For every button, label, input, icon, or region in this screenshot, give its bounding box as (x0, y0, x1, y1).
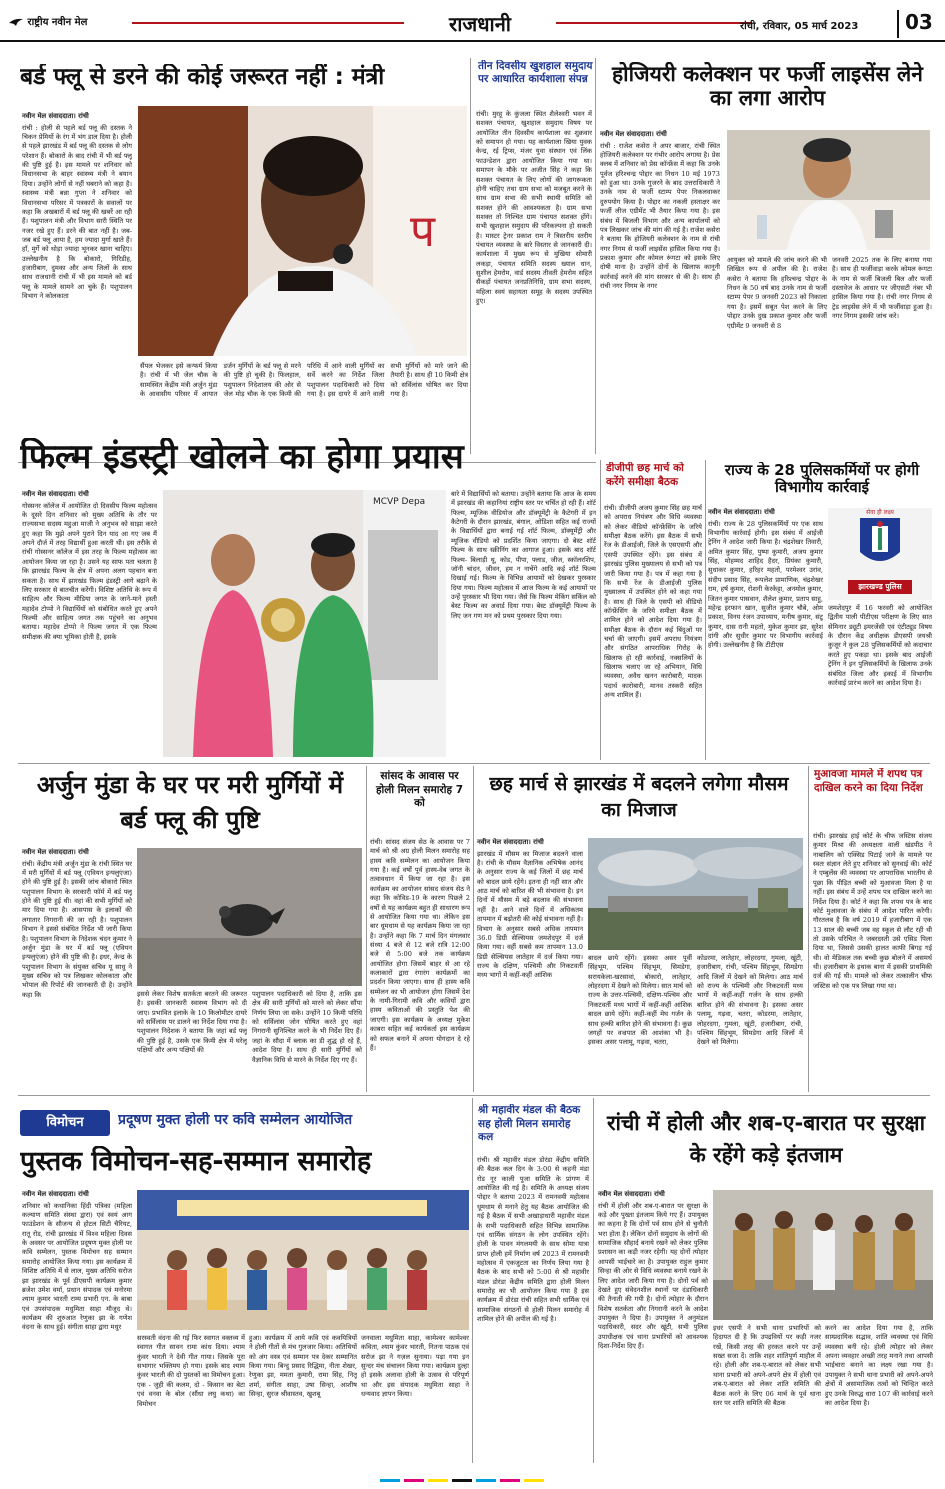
story-book-col2 (137, 1334, 245, 1460)
kicker-poetry-meet: प्रदूषण मुक्त होली पर कवि सम्मेलन आयोजित (118, 1112, 353, 1128)
story-police-col1 (708, 508, 823, 760)
story-weather-col1 (477, 838, 583, 1088)
column-rule (473, 766, 474, 1092)
article-text: करने का आदेश दिया गया है, ताकि साम्प्रदायिक सद्भाव, शांति व्यवस्था एवं विधि व्यवस्था बनी रहे। होली त्योहार को लेकर अपना व्यवहार अच्छी तरह मनाने तथा आपसी भाईचारा बनाने का लक्ष्य रखा गया है। उपायुक्त ने सभी थाना प्रभारी को अपने-अपने क्षेत्रों में असामाजिक तत्वों को चिन्हित करते हुए उनके विरुद्ध धारा 107 की कार्रवाई करने का आदेश दिया है। (825, 1324, 933, 1407)
story-munda-col2 (137, 990, 247, 1088)
column-rule (472, 1098, 473, 1463)
photo-book-release-group (137, 1190, 469, 1330)
photo-cloudy-sky (588, 838, 803, 950)
story-film-col1 (22, 490, 157, 758)
tag-release: विमोचन (20, 1110, 110, 1136)
story-security-col3 (825, 1324, 933, 1460)
article-text: हुआ। कार्यक्रम में आये कवि एवं कवयित्रियों ने होली गीतों से मंच गुलजार किया। अतिथियों को अंग वस्त्र एवं सम्मान पत्र देकर सम्मानित किया गया। बिन्दु प्रसाद रिद्धिमा, नीता शेखर, रेणुका झा, ममता कुमारी, रामा सिंह, नितू शर्मा, संगीता साहा, उषा सिन्हा, आशीष सिन्हा, सुरज श्रीवास्तव, खुशबू (249, 1334, 357, 1399)
story-film-col2 (451, 490, 596, 758)
article-text: बादल छाये रहेंगे। इसका असर पूर्वी सिंहभूम, पश्चिम सिंहभूम, सिमडेगा, सरायकेला-खरसावां, बोकारो, लातेहार, लोहरदगा में देखने को मिलेगा। सात मार्च को राज्य के उत्तर-पश्चिमी, दक्षिण-पश्चिम और निकटवर्ती मध्य भागों में कहीं-कहीं आंशिक बादल छाये रहेंगे। कहीं-कहीं मेघ गर्जन के साथ हल्की बारिश होने की संभावना है। कुछ जगहों पर वज्रपात की आशंका भी है। इसका असर पलामू, गढ़वा, चतरा, (588, 954, 692, 1047)
article-text: रांची। झारखंड हाई कोर्ट के चीफ जस्टिस संजय कुमार मिश्रा की अध्यक्षता वाली खंडपीठ ने नाबालिग को एक्सिड पिटाई जाने के मामले पर स्वतः संज्ञान लेते हुए शनिवार को सुनवाई की। कोर्ट ने एम्बुलेंस की व्यवस्था पर आपराधिक भारतीय से पूछा कि पीड़ित बच्ची को मुआवजा मिला है या नहीं। इस संबंध में उन्हें शपथ पत्र दाखिल करने का निर्देश दिया है। कोर्ट ने कहा कि शपथ पत्र के बाद कोर्ट मुआवजा के संबंध में आदेश पारित करेगी। गौरतलब है कि वर्ष 2019 में हजारीबाग में एक 13 साल की बच्ची जब वह स्कूल से लौट रही थी तो उसके परिचित ने जबरदस्ती उसे एसिड पिला दिया था, जिससे उसकी हालत काफी बिगड़ गई थी। वो मेडिकल तक बच्ची कुछ बोलने में असमर्थ थी। हजारीबाग के इथाक बाना में इसकी प्राथमिकी दर्ज की गई थी। मामले को लेकर तत्कालीन चीफ जस्टिस को एक पत्र लिखा गया था। (813, 832, 932, 990)
article-text: आयुक्त को मामले की जांच करने की भी लिखित रूप से अपील की है। राजेश कसेरा ने बताया कि हरिश्चन्द्र पोद्दार के निधन के 50 वर्ष बाद उनके नाम से फर्जी स्टाम्प पेपर 9 जनवरी 2023 को निकाला गया है। इसमें सबूत पेश करने के लिए पोद्दार उनके दुख प्रकाश कुमार और फर्जी एग्रीमेंट 9 जनवरी से 8 (727, 256, 827, 330)
column-rule (593, 1098, 594, 1463)
photo-film-festival (163, 490, 446, 757)
photo-dead-hen (137, 848, 362, 986)
byline: नवीन मेल संवाददाता। रांची (598, 1190, 665, 1198)
headline-film-industry: फिल्म इंडस्ट्री खोलने का होगा प्रयास (20, 438, 464, 477)
story-munda-col1 (22, 848, 132, 1088)
story-munda-col3 (252, 990, 362, 1088)
byline: नवीन मेल संवाददाता। रांची (22, 112, 89, 120)
dateline: रांची, रविवार, 05 मार्च 2023 (740, 21, 859, 32)
story-mahavir-mandal (477, 1156, 589, 1460)
headline-hosiery: होजियरी कलेक्शन पर फर्जी लाइसेंस लेने का लगा आरोप (612, 62, 923, 111)
police-emblem-icon (828, 514, 932, 578)
byline: नवीन मेल संवाददाता। रांची (22, 848, 89, 856)
story-dgp (604, 504, 702, 760)
story-mp-holi (370, 838, 470, 1088)
headline-dgp-meeting: डीजीपी छह मार्च को करेंगे समीक्षा बैठक (606, 462, 684, 488)
article-text: इससे लेकर विशेष सतर्कता बरतने की जरूरत है। इसकी जानकारी स्वास्थ्य विभाग को दी जाए। प्रभावित इलाके के 10 किलोमीटर दायरे को सर्विलांस पर डालने का निर्देश दिया गया है। पशुपालन निदेशक ने बताया कि जहां बर्ड फ्लू की पुष्टि हुई है, उसके एक किमी क्षेत्र में घरेलू पक्षियों और अन्य पक्षियों की (137, 990, 247, 1055)
byline: नवीन मेल संवाददाता। रांची (22, 490, 89, 498)
column-rule (600, 460, 601, 760)
story-weather-col2 (588, 954, 692, 1088)
article-text: झारखंड में मौसम का मिजाज बदलने वाला है। रांची के मौसम वैज्ञानिक अभिषेक आनंद के अनुसार राज्य के कई जिलों में छह मार्च को बादल छाये रहेंगे। इतना ही नहीं सात और आठ मार्च को बारिश की भी संभावना है। इन दिनों में मौसम में बड़े बदलाव की संभावना नहीं है। आने वाले दिनों में अधिकतम तापमान में बढ़ोतरी की कोई संभावना नहीं है। विभाग के अनुसार सबसे अधिक तापमान 36.0 डिग्री सेल्सियस जमशेदपुर में दर्ज किया गया। वहीं सबसे कम तापमान 13.0 डिग्री सेल्सियस लातेहार में दर्ज किया गया। राज्य के दक्षिण, पश्चिमी और निकटवर्ती मध्य भागों में कहीं-कहीं आंशिक (477, 849, 583, 980)
article-text: शनिवार को कथानिका हिंदी पत्रिका (महिला कल्याण समिति संस्था द्वारा) एवं स्वयं आग फाउंडेशन के सौजन्य से होटल सिटी चैरियट, रातू रोड, रांची झारखंड में विश्व महिला दिवस के अवसर पर आयोजित प्रदूषण मुक्त होली पर कवि सम्मेलन, पुस्तक विमोचन सह सम्मान समारोह आयोजित किया गया। इस कार्यक्रम में विशिष्ट अतिथि में से लाल, मुख्य अतिथि सरोज झा झारखंड के पूर्व डीएसपी कार्यक्रम कुमार ब्रजेश उमेश वर्मा, प्रधान संपादक एवं मनोरमा श्याम कुमार भारती राम्य प्रभारी एन. के बाबा एवं उपसंपादक मधुमिता साहा मौजूद थे। कार्यक्रम की शुरुआत रेणुका झा के गणेश वंदना के साथ हुई। संगीता साहा द्वारा मधुर (22, 1201, 132, 1332)
masthead (0, 0, 945, 42)
story-book-col1 (22, 1190, 132, 1460)
article-text: रांची : होली से पहले बर्ड फ्लू की दस्तक ने चिकन प्रेमियों के रंग में भंग डाल दिया है। होली से पहले झारखंड में बर्ड फ्लू की दस्तक से लोग परेशान हैं। बोकारो के बाद रांची में भी बर्ड फ्लू की पुष्टि हुई है। इस मामले पर शनिवार को विधानसभा के बाहर स्वास्थ्य मंत्री ने बयान दिया। उन्होंने लोगों से नहीं घबराने को कहा है। स्वास्थ्य मंत्री बन्ना गुप्ता ने शनिवार को विधानसभा परिसर में पत्रकारों के सवालों पर कहा कि अखबारों में बर्ड फ्लू की खबरें आ रही हैं। पशुपालन मंत्री और विभाग सारी स्थिति पर नजर रखे हुए हैं। डरने की बात नहीं है। जब-जब बर्ड फ्लू आया है, हम ज्यादा मुर्गा खाते हैं। हाँ, मुर्गे को थोड़ा ज्यादा भूनकर खाना चाहिए। उल्लेखनीय है कि बोकारो, गिरिडीह, हजारीबाग, दुमका और अन्य जिलों के साथ साथ राजधानी रांची में भी इस मामले को बर्ड फ्लू के मामले सामने आ चुके हैं। पशुपालन विभाग ने कोलकाता (22, 123, 132, 301)
headline-mahavir-mandal: श्री महावीर मंडल की बैठक सह होली मिलन समारोह कल (478, 1104, 581, 1144)
story-workshop (476, 110, 592, 455)
byline: नवीन मेल संवाददाता। रांची (477, 838, 544, 846)
headline-book-release: पुस्तक विमोचन-सह-सम्मान समारोह (20, 1146, 372, 1177)
story-security-col2 (713, 1324, 821, 1460)
article-text: गोस्सनर कॉलेज में आयोजित दो दिवसीय फिल्म महोत्सव के दूसरे दिन शनिवार को मुख्य अतिथि के तौर पर राज्यसभा सदस्य महुआ माजी ने अनुभव को साझा करते हुए कहा कि मुझे अपने पुराने दिन याद आ गए जब मैं अपने दौर्ज में तरह विद्यार्थी हुआ करती थी। इस तरीके से रांची गोस्सनर कॉलेज में इस तरह के फिल्म महोत्सव का आयोजन किया जा रहा है। उसने यह साफ पता चलता है कि झारखंड फिल्म के क्षेत्र में अपना अलग पहचान बना सकता है। साथ में झारखंड फिल्म इंडस्ट्री आगे बढ़ाने के लिए सरकार से बातचीत करेंगी। विशिष्ट अतिथि के रूप में साहित्य और फिल्म मीडिया जगत के जाने-माने हस्ती महादेव टोप्पो ने विद्यार्थियों को संबोधित करते हुए अपने फिल्मी और साहित्य जगत तक पहुंचने का अनुभव बताया। महादेव टोप्पो ने फिल्म जगत में एक फिल्म समीक्षक की क्या भूमिका होती है, इसके (22, 501, 157, 641)
headline-holi-security: रांची में होली और शब-ए-बारात पर सुरक्षा के रहेंगे कड़े इंतजाम (606, 1111, 926, 1167)
paper-logo (8, 14, 158, 34)
article-text: रांची। सांसद संजय सेठ के आवास पर 7 मार्च को श्री अग्र होली मिलन समारोह सह हास्य कवि सम्मेलन का आयोजन किया गया है। कई वर्षों पूर्व हास्य-वेब जगत के तत्वावधान में किया जा रहा है। इस कार्यक्रम का आयोजन सांसद संजय सेठ ने कहा कि कोविड-19 के कारण पिछले 2 वर्षों से यह कार्यक्रम बहुत ही साधारण रूप से आयोजित किया गया था। लेकिन इस बार धूमधाम से यह कार्यक्रम किया जा रहा है। उन्होंने कहा कि 7 मार्च दिन मंगलवार संध्या 4 बजे से 12 बजे रात्रि 12:00 बजे से 5:00 बजे तक कार्यक्रम आयोजित होगा जिसमें बाहर से आ रहे कलाकारों द्वारा रंगारंग कार्यक्रमों का प्रदर्शन किया जाएगा। साथ ही हास्य कवि सम्मेलन का भी आयोजन होगा जिसमें देश के नामी-गिरामी कवि और कवियों द्वारा हास्य कविताओं की प्रस्तुति पेश की जाएगी। इस कार्यक्रम के अध्यक्ष मुकेश काबरा सहित कई कार्यकर्ता इस कार्यक्रम को सफल बनाने में अपना योगदान दे रहे हैं। (370, 838, 470, 1052)
column-rule (705, 460, 706, 760)
article-text: रांची : राजेश कसेरा ने अपर बाजार, रांची स्थित होजियरी कलेक्शन पर गंभीर आरोप लगाया है। प्रेस क्लब में शनिवार को प्रेस कॉन्फ्रेंस में कहा कि उनके पूर्वज हरिश्चन्द्र पोद्दार का निधन 10 मई 1973 को हुआ था। उनके गुजरने के बाद उत्तराधिकारी ने उनके नाम से फर्जी स्टाम्प पेपर निकलवाकर दुरुपयोग किया है। पोद्दार का नकली हस्ताक्षर कर फर्जी लीज एग्रीमेंट भी तैयार किया गया है। इस संबंध में बिजली विभाग और अन्य कार्यालयों को पत्र लिखकर जांच की मांग की गई है। राजेश कसेरा ने बताया कि होजियरी कलेक्शन के नाम से रांची नगर निगम से फर्जी लाइसेंस हासिल किया गया है। प्रकाश कुमार और कोमल रूंगटा को इसके लिए दोषी माना है। उन्होंने दोनों के खिलाफ कानूनी कार्रवाई करने की मांग सरकार से की है। साथ ही रांची नगर निगम के नगर (600, 141, 720, 291)
color-registration-bar (380, 1472, 560, 1482)
story-police-col2 (828, 604, 932, 760)
section-rule (18, 1095, 930, 1096)
jharkhand-police-logo (828, 508, 932, 600)
red-bar-right (556, 22, 751, 24)
byline: नवीन मेल संवाददाता। रांची (22, 1190, 89, 1198)
story-hosiery-col1 (600, 130, 720, 455)
bird-logo-icon (8, 16, 24, 28)
column-rule (595, 58, 596, 454)
column-rule (470, 58, 471, 454)
article-text: सरस्वती वंदना की गई फिर स्वागत वक्तव्य में स्वागत गीत सावन रामा कांध दिया। श्याम कुंवर भारती ने देवी गीत गाया। जिसके पूरा सभागार भक्तिमय हो गया। इसके बाद श्याम कुंवर भारती की दो पुस्तकों का विमोचन हुआ। एक - जुही की कलम, दो - किसान का बेटा एवं वनवा के बोल (सौंधा लघु कथा) का विमोचन (137, 1334, 245, 1408)
article-text: रांची। राज्य के 28 पुलिसकर्मियों पर एक साथ विभागीय कार्रवाई होगी। इस संबंध में आईजी ट्रेनिंग ने आदेश जारी किया है। चंद्रशेखर तिवारी, अमित कुमार सिंह, पुष्पा कुमारी, अजय कुमार सिंह, मोहम्मद शाहिद हैदर, प्रियंका कुमारी, सुधाकर कुमार, हरिहर महतो, परमेश्वर उरांव, संदीप प्रसाद सिंह, रूपलेश प्रामाणिक, चंद्रशेखर राम, हर्ष कुमार, रोशनी केरकेट्टा, अनमोल कुमार, जितन कुमार पासवान, शैलेश कुमार, प्रताप साहु, महेन्द्र इरफान खान, सुजीत कुमार चौबे, ओम प्रकाश, विनय रंजन उपाध्याय, मनीष कुमार, संटू कुमार, दास रानी महतो, मुकेश कुमार झा, सुरेश दांगी और सुधीर कुमार पर विभागीय कार्रवाई होगी। उल्लेखनीय है कि टीटीएस (708, 519, 823, 650)
article-text: रांची। मुरहू के कुंजला स्थित शैलेश्वरी भवन में सशक्त पंचायत, खुशहाल समुदाय विषय पर आयोजित तीन दिवसीय कार्यशाला का शुक्रवार को समापन हो गया। यह कार्यशाला खिया युवक केन्द्र, रई ट्रिप्स, मंजर युवा संस्थान एवं लिंक फाउन्डेशन द्वारा आयोजित किया गया था। समापन के मौके पर अजीत सिंह ने कहा कि सशक्त पंचायत के लिए लोगों की जागरूकता होनी चाहिए तथा ग्राम सभा को मजबूत करने के साथ ग्राम सभा की सभी स्थायी समिति को सशक्त होने की आवश्यकता है। ग्राम सभा सशक्त तो निश्चित ग्राम पंचायत सशक्त होंगे। सभी खुशहाल समुदाय की परिकल्पना हो सकती है। मास्टर ट्रेनर प्रकाश राम ने त्रिस्तरीय स्तरीय पंचायत व्यवस्था के बारे विस्तार से जानकारी दी। कार्यशाला में मुख्य रूप से मुखिया सोमारी लकड़ा, पंचायत समिति सदस्य ख्याल धान, सुशील हेमरोम, वार्ड सदस्य तीवती हेमरोम सहित सैकड़ों पंचायत जनप्रतिनिधि, ग्राम सभा सदस्य, महिला स्वयं सहायता समूह के सदस्य उपस्थित हुए। (476, 110, 592, 306)
story-bird-flu-minister-col1 (22, 112, 132, 457)
article-text: जमशेदपुर में 16 फरवरी को आयोजित द्वितीय पाली पीटीएस परीक्षण के लिए सात सेमिनार ड्यूटी इमरजेंसी एवं एंटीट्यूड विषय के दौरान केंद्र अधीक्षक डीएसपी जयश्री कुजूर ने कुल 28 पुलिसकर्मियों को कदाचार करते हुए पकड़ा था। इसके बाद आईजी ट्रेनिंग ने इन पुलिसकर्मियों के खिलाफ उनके संबंधित जिला और इकाई में विभागीय कार्रवाई प्रारंभ करने का आदेश दिया है। (828, 604, 932, 687)
article-text: रांची। केंद्रीय मंत्री अर्जुन मुंडा के रांची स्थित घर में मरी मुर्गियों में बर्ड फ्लू (एवियन इन्फ्लुएंजा) होने की पुष्टि हुई है। इसकी जांच बोकारो स्थित पशुपालन विभाग के सरकारी फॉर्म में बर्ड फ्लू होने की पुष्टि हुई थी। वहां की सभी मुर्गियों को मार दिया गया है। आसपास के इलाकों की लगातार निगरानी की जा रही है। पशुपालन विभाग ने इससे संबंधित निर्देश भी जारी किया है। पशुपालन विभाग के निदेशक चंदन कुमार ने अर्जुन मुंडा के घर में बर्ड फ्लू (एवियन इन्फ्लुएंजा) होने की पुष्टि की है। इधर, केन्द्र के पशुपालन विभाग के संयुक्त सचिव यू साधु ने मुख्य सचिव को पत्र लिखकर कोलकाता और भोपाल की रिपोर्ट की जानकारी दी है। उन्होंने कहा कि (22, 859, 132, 999)
headline-compensation: मुआवजा मामले में शपथ पत्र दाखिल करने का दिया निर्देश (814, 768, 923, 794)
headline-weather: छह मार्च से झारखंड में बदलने लगेगा मौसम का मिजाज (489, 773, 789, 821)
article-text: जनवरी 2025 तक के लिए बनाया गया है। साथ ही फर्जीवाड़ा करके कोमल रूंगटा के नाम से फर्जी बिजली बिल और फर्जी दस्तावेज के आधार पर जीएसटी नंबर भी हासिल किया गया है। रांची नगर निगम से ट्रेड लाइसेंस लेने में भी फर्जीवाड़ा हुआ है। नगर निगम इसकी जांच करे। (832, 256, 932, 321)
photo-police-march (713, 1190, 933, 1320)
byline: नवीन मेल संवाददाता। रांची (600, 130, 667, 138)
police-logo-name: झारखण्ड पुलिस (848, 580, 912, 594)
byline: नवीन मेल संवाददाता। रांची (708, 508, 775, 516)
police-motto: सेवा ही लक्ष्य (866, 509, 894, 516)
photo-minister-speaking (138, 106, 467, 356)
article-text: इधर एसपी ने सभी थाना प्रभारियों को हिदायत दी है कि उपद्रवियों पर कड़ी नजर रखें, किसी तरह की हरकत करने पर उन्हें सख्त सजा दें। ताकि शहर शांतिपूर्ण माहौल में रहे। होली और शब-ए-बारात को लेकर सभी थाना प्रभारी को अपने-अपने क्षेत्र में होली एवं शब-ए-बारात को लेकर शांति समिति की बैठक करने के लिए 06 मार्च के पूर्व थाना स्तर पर शांति समिति की बैठक (713, 1324, 821, 1407)
headline-police-action: राज्य के 28 पुलिसकर्मियों पर होगी विभागीय कार्रवाई (724, 462, 920, 497)
story-security-col1 (598, 1190, 708, 1460)
svg-text:MCVP Depa: MCVP Depa (373, 497, 426, 507)
story-book-col4 (361, 1334, 469, 1460)
column-rule (808, 766, 809, 1092)
story-weather-col3 (697, 954, 803, 1088)
story-book-col3 (249, 1334, 357, 1460)
headline-mp-holi: सांसद के आवास पर होली मिलन समारोह 7 को (375, 770, 464, 810)
article-text: रांची। श्री महावीर मंडल डोरंडा केंद्रीय समिति की बैठक कल दिन के 3:00 से कहनी मंडा रोड नूर काली पूजा समिति के प्रांगण में आयोजित की गई है। समिति के अध्यक्ष संजय पोद्दार ने बताया 2023 में रामनवमी महोत्सव धूमधाम से मनाने हेतु यह बैठक आयोजित की गई है बैठक में सभी अखाड़ाधारी महावीर मंडल के सभी पदाधिकारी सहित विभिन्न सामाजिक एवं धार्मिक संगठन के लोग उपस्थित रहेंगे। होली के पावन मंगलमयी के साथ सोमा यात्रा प्राप्त होली हमें निर्माण वर्ष 2023 में रामनवमी महोत्सव में एकजुटता का निर्णय लिया गया है बैठक के बाद सभी को 5:00 से श्री महावीर मंडल डोरंडा केंद्रीय समिति द्वारा होली मिलन समारोह का भी आयोजन किया गया है इस कार्यक्रम में डोरंडा रांची सहित सभी धार्मिक एवं सामाजिक संगठनों से होली मिलन समारोह में शामिल होने की अपील की गई है। (477, 1156, 589, 1324)
article-text: रांची में होली और शब-ए-बारात पर सुरक्षा के कड़े और पुख्ता इंतजाम किये गए हैं। उपायुक्त का कहना है कि दोनों पर्व साथ होने से चुनौती भरा होता है। लेकिन दोनों समुदाय के लोगों की सामाजिक सौहार्द बनाये रखने को लेकर पुलिस प्रशासन का कड़ी नजर रहेगी। यह दोनों त्योहार आपसी भाईचारे का है। उपायुक्त राहुल कुमार सिन्हा की ओर से विधि व्यवस्था बनाये रखने के लिए आदेश जारी किया गया है। दोनों पर्व को देखते हुए संवेदनशील स्थानों पर दंडाधिकारी की तैनाती की गयी है। दोनों त्योहार के दौरान विशेष सतर्कता और निगरानी करने के आदेश उपायुक्त ने दिया है। उपायुक्त ने अनुमंडल पदाधिकारी, सदर और खूंटी, सभी पुलिस उपाधीक्षक एवं थाना प्रभारियों को आवश्यक दिशा-निर्देश दिए हैं। (598, 1201, 708, 1351)
page-number: 03 (897, 10, 937, 38)
headline-munda-bird-flu: अर्जुन मुंडा के घर पर मरी मुर्गियों में बर्ड फ्लू की पुष्टि (36, 771, 344, 834)
headline-workshop: तीन दिवसीय खुशहाल समुदाय पर आधारित कार्यशाला संपन्न (478, 60, 593, 86)
svg-text:प: प (410, 206, 435, 257)
column-rule (366, 766, 367, 1092)
story-hosiery-col2 (727, 256, 827, 456)
photo-press-conference (727, 130, 930, 250)
article-text: कोडरमा, लातेहार, लोहरदगा, गुमला, खूंटी, हजारीबाग, रांची, पश्चिम सिंहभूम, सिमडेगा आदि जिलों में देखने को मिलेगा। आठ मार्च को राज्य के पश्चिमी और निकटवर्ती मध्य भागों में कहीं-कहीं गर्जन के साथ हल्की बारिश होने की संभावना है। इसका असर पलामू, गढ़वा, चतरा, कोडरमा, लातेहार, लोहरदगा, गुमला, खूंटी, हजारीबाग, रांची, पश्चिम सिंहभूम, सिमडेगा आदि जिलों में देखने को मिलेगा। (697, 954, 803, 1047)
article-text: सैंपल भेजकर इसे कन्फर्म किया है। रांची में भी जेल चौक के सामस्थित केंद्रीय मंत्री अर्जुन मुंडा के आवासीय परिसर में आयात डर्जन मुर्गियों के बर्ड फ्लू से मरने की पुष्टि हो चुकी है। फिलहाल, पशुपालन निदेशालय की ओर से जेल मोड़ चौक के एक किमी की परिधि में आने वाली मुर्गियों का सर्वे करने का निर्देश जिला पशुपालन पदाधिकारी को दिया गया है। इस दायरे में आने वाली सभी मुर्गियों को मारे जाने की तैयारी है। साथ ही 10 किमी क्षेत्र को सर्विलांस घोषित कर दिया गया है। (140, 362, 468, 399)
section-rule (18, 763, 930, 764)
red-bar-left (132, 22, 404, 24)
headline-bird-flu-minister: बर्ड फ्लू से डरने की कोई जरूरत नहीं : मंत्री (20, 64, 385, 90)
story-hosiery-col3 (832, 256, 932, 456)
article-text: पशुपालन पदाधिकारी को दिया है, ताकि इस क्षेत्र की सारी मुर्गियों को मारने को लेकर सौंपा निर्णय लिया जा सके। उन्होंने 10 किमी परिधि को सर्विलांस जोन घोषित करते हुए वहां निगरानी सुनिश्चित करने के भी निर्देश दिए हैं। जहां के सौदा में ब्लाक का डी शुद्ध हो रहे हैं, आदेश दिया है। साथ ही सारी मुर्गियों को वैज्ञानिक विधि से मारने के निर्देश दिए गए हैं। (252, 990, 362, 1064)
section-name: राजधानी (449, 12, 511, 36)
paper-name: राष्ट्रीय नवीन मेल (27, 17, 88, 28)
article-text: जनवाला मधुमिता साहा, कामेश्वर कामेश्वर कविता, श्याम कुंवर भारती, नितना पाठक एवं सरोज झा ने गज़ल सुनाया। पढ़ा गया इन सुन्दर मंच संचालन किया गया। कार्यक्रम दुल्हा हो इसके अलावा होली के उत्सव से परिपूर्ण था और इस संपादक मधुमिता साहा ने धन्यवाद ज्ञापन किया। (361, 1334, 469, 1399)
article-text: बारे में विद्यार्थियों को बताया। उन्होंने बताया कि आज के समय में झारखंड की कहानियां राष्ट्रीय स्तर पर चर्चित हो रही हैं। शॉर्ट फिल्म, म्यूजिक वीडियोज और डॉक्यूमेंट्री के कैटेगरी में इन कैटेगरी के दौरान झारखंड, बंगाल, ओडिशा सहित कई राज्यों के विद्यार्थियों द्वारा बनाई गई शॉर्ट फिल्म, डॉक्यूमेंट्री और म्यूजिक वीडियो को प्रदर्शित किया जाएगा। दो बेस्ट शॉर्ट फिल्म के साथ स्क्रीनिंग का आगाज हुआ। इसके बाद शॉर्ट फिल्म- बिलाड़ी थू, कोड, पीपा, फ्लाड, जीज, स्कॉलरशिप, जॉनी चांदन, जीवन, हम न नाचेंगे आदि कई शॉर्ट फिल्म दिखाई गई। फिल्म के विभिन्न आयामों को देखकर पुरस्कार दिया गया। फिल्म महोत्सव में आज फिल्म के कई आयामों पर उन्हें पुरस्कार भी दिया गया। जैसे कि फिल्म मेकिंग सर्किल को बेस्ट फिल्म का अवार्ड दिया गया। बेस्ट डॉक्यूमेंट्री फिल्म के लिए जन गण मन को प्रथम पुरस्कार दिया गया। (451, 490, 596, 620)
article-text: रांची। डीजीपी अजय कुमार सिंह छह मार्च को अपराध नियंत्रण और विधि व्यवस्था को लेकर वीडियो कॉन्फ्रेंसिंग के जरिये समीक्षा बैठक करेंगे। इस बैठक में सभी रेंज के डीआईजी, जिले के एसएसपी और एसपी उपस्थित रहेंगे। इस संबंध में झारखंड पुलिस मुख्यालय से सभी को पत्र जारी किया गया है। पत्र में कहा गया है कि सभी रेंज के डीआईजी पुलिस मुख्यालय में उपस्थित होने को कहा गया है। साथ ही जिले के एसपी को वीडियो कॉन्फ्रेंसिंग के जरिये समीक्षा बैठक में शामिल होने को आदेश दिया गया है। समीक्षा बैठक के दौरान कई बिंदुओं पर चर्चा की जाएगी। इसमें अपराध नियंत्रण और संगठित आपराधिक गिरोह के खिलाफ हो रही कार्रवाई, नक्सलियों के खिलाफ चलाए जा रहे अभियान, विधि व्यवस्था, अवैध खनन कारोबारी, मादक पदार्थ कारोबारी, मानव तस्करी सहित अन्य शामिल हैं। (604, 504, 702, 700)
story-compensation (813, 832, 932, 1088)
